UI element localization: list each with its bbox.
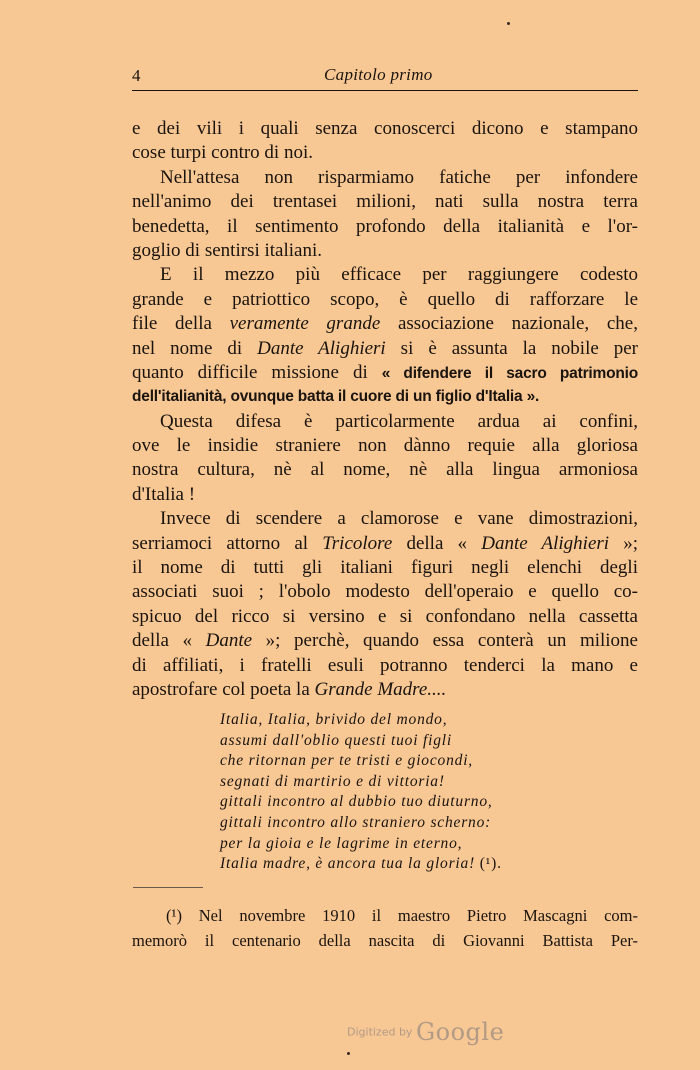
- body-text: [132, 117, 638, 702]
- poem-line: gittali incontro allo straniero scherno:: [220, 813, 492, 831]
- text-run: si è assunta la nobile per: [385, 337, 639, 359]
- poem-quote: [220, 710, 640, 875]
- google-logo: Google: [415, 1018, 505, 1046]
- text-line: [132, 532, 638, 556]
- text-run: serriamoci attorno al: [132, 532, 323, 554]
- text-line: [132, 678, 638, 702]
- poem-line: per la gioia e le lagrime in eterno,: [220, 834, 463, 852]
- text-line: spicuo del ricco si versino e si confondano nella cassetta: [132, 605, 638, 627]
- text-line: [132, 312, 638, 336]
- text-line: Invece di scendere a clamorose e vane dimostrazioni,: [160, 508, 638, 530]
- poem-line: che ritornan per te tristi e giocondi,: [220, 752, 473, 770]
- italic-run: Grande Madre....: [314, 678, 447, 700]
- running-title: Capitolo primo: [324, 65, 433, 84]
- poem-line: gittali incontro al dubbio tuo diuturno,: [220, 793, 493, 811]
- footnote: [132, 903, 638, 953]
- footnote-marker: (¹).: [475, 855, 502, 873]
- text-line: [132, 361, 638, 385]
- text-line: Questa difesa è particolarmente ardua ai confini,: [160, 410, 638, 432]
- scan-speck: [507, 22, 510, 25]
- italic-run: Dante Alighieri: [257, 337, 386, 359]
- text-line: goglio di sentirsi italiani.: [132, 239, 322, 261]
- footnote-line: (¹) Nel novembre 1910 il maestro Pietro Mascagni com-: [166, 906, 638, 925]
- poem-line: assumi dall'oblio questi tuoi figli: [220, 731, 452, 749]
- text-line: ove le insidie straniere non dànno requie alla gloriosa: [132, 435, 638, 457]
- text-line: dell'italianità, ovunque batta il cuore di un figlio d'Italia ».: [132, 388, 540, 406]
- text-line: d'Italia !: [132, 483, 196, 505]
- text-run: nel nome di: [132, 337, 258, 359]
- scan-speck: [347, 1052, 350, 1055]
- text-line: nostra cultura, nè al nome, nè alla lingua armoniosa: [132, 459, 638, 481]
- poem-line: Italia, Italia, brivido del mondo,: [220, 711, 448, 728]
- text-line: associati suoi ; l'obolo modesto dell'operaio e quello co-: [132, 581, 638, 603]
- text-line: il nome di tutti gli italiani figuri negli elenchi degli: [132, 557, 638, 579]
- digitization-watermark: [347, 1018, 504, 1046]
- poem-line: [220, 854, 640, 875]
- text-run: associazione nazionale, che,: [380, 313, 638, 335]
- text-run: file della: [132, 313, 230, 335]
- poem-line: segnati di martirio e di vittoria!: [220, 772, 445, 790]
- italic-run: veramente grande: [229, 313, 381, 335]
- text-run: apostrofare col poeta la: [132, 678, 315, 700]
- text-line: grande e patriottico scopo, è quello di rafforzare le: [132, 288, 638, 310]
- text-line: E il mezzo più efficace per raggiungere codesto: [160, 264, 638, 286]
- text-line: [132, 629, 638, 653]
- page-header: [132, 64, 638, 92]
- poem-line-text: Italia madre, è ancora tua la gloria!: [220, 855, 476, 873]
- text-line: Nell'attesa non risparmiamo fatiche per infondere: [160, 166, 638, 188]
- text-line: cose turpi contro di noi.: [132, 142, 313, 164]
- italic-run: Dante Alighieri: [481, 532, 610, 554]
- header-rule: [132, 90, 638, 91]
- text-run: della «: [132, 630, 206, 652]
- italic-run: Tricolore: [322, 532, 393, 554]
- italic-run: Dante: [205, 630, 253, 652]
- text-line: benedetta, il sentimento profondo della italianità e l'or-: [132, 215, 638, 237]
- text-line: [132, 337, 638, 361]
- text-line: nell'animo dei trentasei milioni, nati sulla nostra terra: [132, 191, 638, 213]
- text-run: quanto difficile missione di: [132, 361, 382, 383]
- text-run: della «: [392, 532, 482, 554]
- footnote-line: memorò il centenario della nascita di Giovanni Battista Per-: [132, 931, 638, 950]
- text-run: »;: [609, 532, 638, 554]
- text-line: di affiliati, i fratelli esuli potranno tenderci la mano e: [132, 654, 638, 676]
- watermark-prefix: Digitized by: [347, 1025, 416, 1039]
- page-number: 4: [132, 66, 141, 85]
- text-line: e dei vili i quali senza conoscerci dicono e stampano: [132, 118, 638, 139]
- bold-run: « difendere il sacro patrimonio: [381, 364, 638, 382]
- footnote-rule: [133, 887, 203, 888]
- text-run: »; perchè, quando essa conterà un milione: [252, 630, 638, 652]
